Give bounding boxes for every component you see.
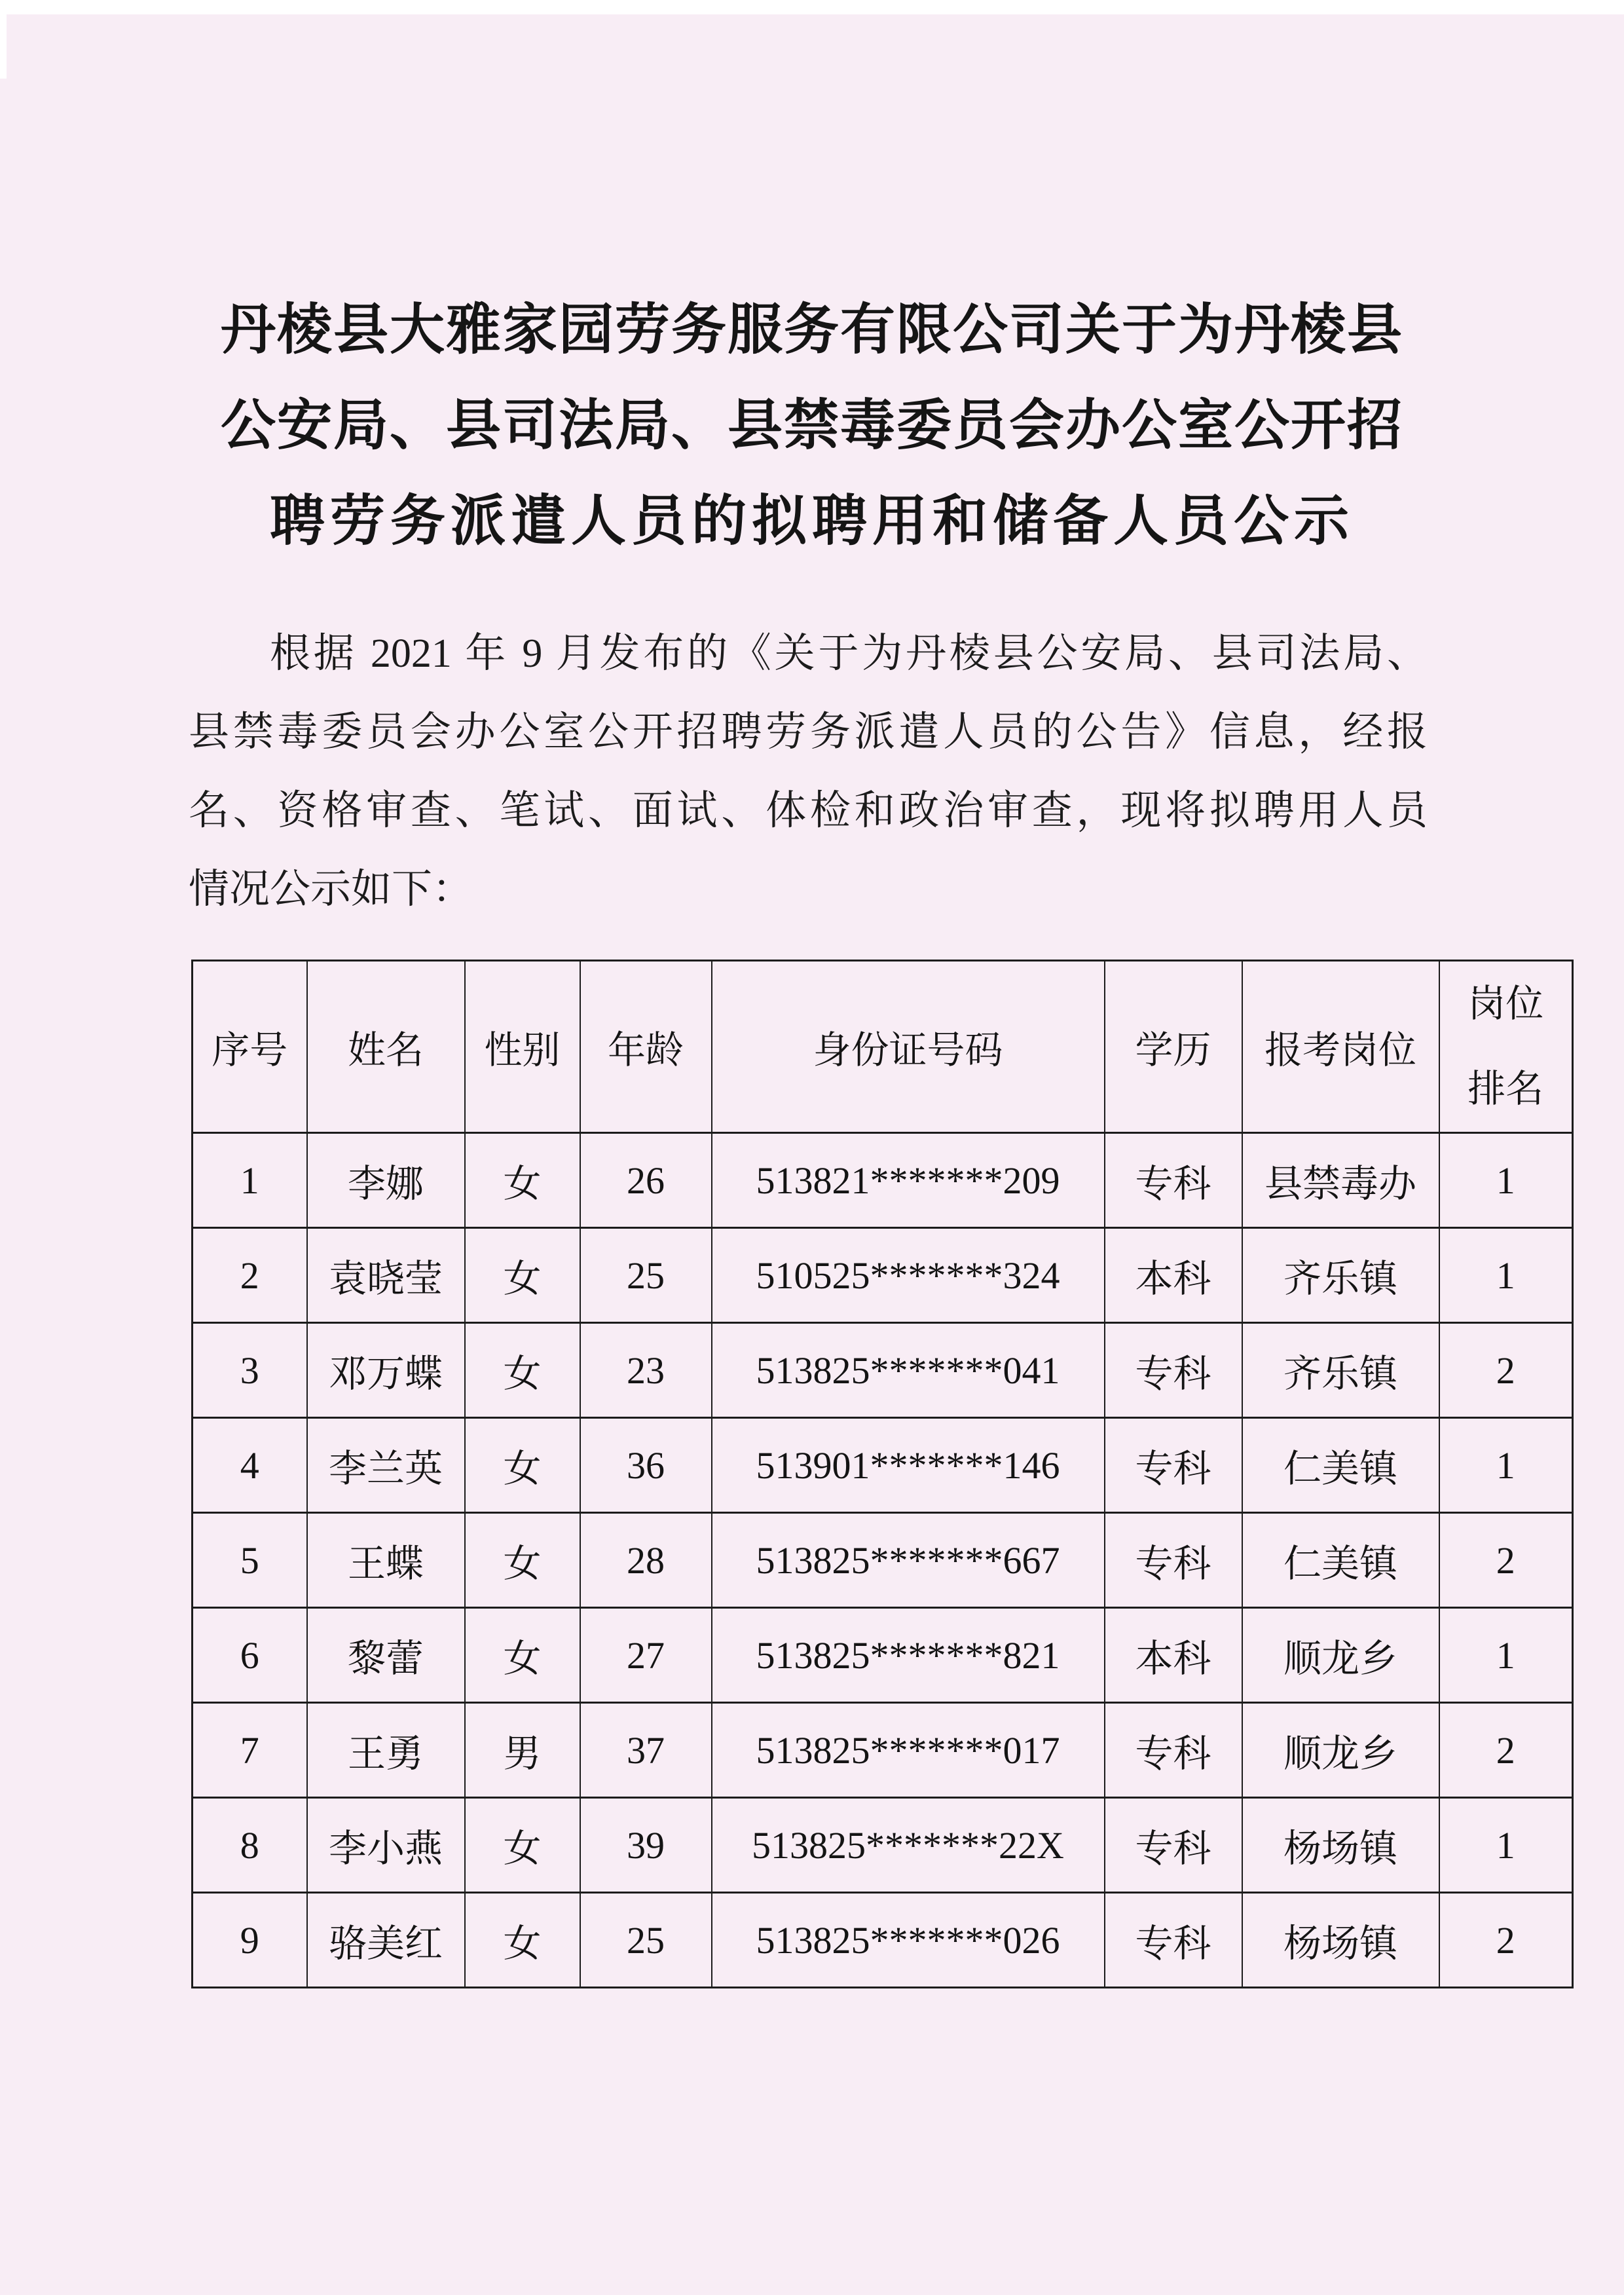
cell-rank: 2 xyxy=(1439,1323,1573,1418)
document-title-line-2: 公安局、县司法局、县禁毒委员会办公室公开招 xyxy=(220,394,1403,456)
cell-name: 王勇 xyxy=(307,1703,465,1798)
cell-age: 28 xyxy=(580,1513,712,1608)
cell-position: 县禁毒办 xyxy=(1242,1133,1439,1228)
table-row xyxy=(193,1893,1573,1988)
applicants-table xyxy=(191,960,1574,1988)
document-title-line-1: 丹棱县大雅家园劳务服务有限公司关于为丹棱县 xyxy=(220,299,1403,360)
applicants-table-wrapper xyxy=(191,960,1574,1988)
header-rank xyxy=(1439,961,1573,1133)
cell-education: 专科 xyxy=(1105,1893,1242,1988)
cell-education: 专科 xyxy=(1105,1703,1242,1798)
cell-serial-number: 7 xyxy=(193,1703,307,1798)
cell-position: 顺龙乡 xyxy=(1242,1703,1439,1798)
cell-serial-number: 6 xyxy=(193,1608,307,1703)
header-age: 年龄 xyxy=(580,961,712,1133)
cell-rank: 2 xyxy=(1439,1513,1573,1608)
table-row xyxy=(193,1323,1573,1418)
header-serial-number: 序号 xyxy=(193,961,307,1133)
cell-education: 专科 xyxy=(1105,1513,1242,1608)
header-id-number: 身份证号码 xyxy=(712,961,1105,1133)
cell-education: 专科 xyxy=(1105,1323,1242,1418)
table-row xyxy=(193,1608,1573,1703)
cell-serial-number: 5 xyxy=(193,1513,307,1608)
cell-position: 杨场镇 xyxy=(1242,1798,1439,1893)
cell-gender: 女 xyxy=(465,1893,580,1988)
cell-education: 专科 xyxy=(1105,1133,1242,1228)
cell-serial-number: 2 xyxy=(193,1228,307,1323)
cell-id-number: 513825*******026 xyxy=(712,1893,1105,1988)
cell-position: 顺龙乡 xyxy=(1242,1608,1439,1703)
cell-serial-number: 4 xyxy=(193,1418,307,1513)
cell-age: 26 xyxy=(580,1133,712,1228)
cell-serial-number: 9 xyxy=(193,1893,307,1988)
cell-position: 齐乐镇 xyxy=(1242,1228,1439,1323)
header-name: 姓名 xyxy=(307,961,465,1133)
cell-rank: 2 xyxy=(1439,1703,1573,1798)
cell-gender: 女 xyxy=(465,1798,580,1893)
scan-edge-left xyxy=(0,0,7,79)
cell-education: 本科 xyxy=(1105,1228,1242,1323)
table-body xyxy=(193,1133,1573,1988)
cell-position: 齐乐镇 xyxy=(1242,1323,1439,1418)
cell-gender: 女 xyxy=(465,1513,580,1608)
document-title xyxy=(92,282,1532,569)
scan-edge-top xyxy=(0,0,1624,14)
cell-position: 仁美镇 xyxy=(1242,1418,1439,1513)
cell-gender: 男 xyxy=(465,1703,580,1798)
intro-line-2: 县禁毒委员会办公室公开招聘劳务派遣人员的公告》信息，经报 xyxy=(189,710,1428,755)
cell-id-number: 513821*******209 xyxy=(712,1133,1105,1228)
cell-rank: 1 xyxy=(1439,1798,1573,1893)
cell-gender: 女 xyxy=(465,1323,580,1418)
cell-age: 37 xyxy=(580,1703,712,1798)
cell-gender: 女 xyxy=(465,1228,580,1323)
intro-line-3: 名、资格审查、笔试、面试、体检和政治审查，现将拟聘用人员 xyxy=(189,789,1428,833)
cell-rank: 2 xyxy=(1439,1893,1573,1988)
header-education: 学历 xyxy=(1105,961,1242,1133)
cell-education: 专科 xyxy=(1105,1798,1242,1893)
cell-age: 23 xyxy=(580,1323,712,1418)
cell-rank: 1 xyxy=(1439,1228,1573,1323)
cell-name: 袁晓莹 xyxy=(307,1228,465,1323)
cell-serial-number: 1 xyxy=(193,1133,307,1228)
document-title-line-3: 聘劳务派遣人员的拟聘用和储备人员公示 xyxy=(269,490,1354,551)
cell-id-number: 513825*******017 xyxy=(712,1703,1105,1798)
table-row xyxy=(193,1703,1573,1798)
table-row xyxy=(193,1798,1573,1893)
cell-name: 李兰英 xyxy=(307,1418,465,1513)
cell-age: 25 xyxy=(580,1893,712,1988)
header-rank-line-2: 排名 xyxy=(1467,1068,1544,1110)
cell-gender: 女 xyxy=(465,1418,580,1513)
header-gender: 性别 xyxy=(465,961,580,1133)
cell-gender: 女 xyxy=(465,1608,580,1703)
cell-position: 仁美镇 xyxy=(1242,1513,1439,1608)
table-row xyxy=(193,1513,1573,1608)
cell-id-number: 513825*******667 xyxy=(712,1513,1105,1608)
cell-name: 王蝶 xyxy=(307,1513,465,1608)
cell-id-number: 513825*******041 xyxy=(712,1323,1105,1418)
cell-name: 骆美红 xyxy=(307,1893,465,1988)
intro-line-4: 情况公示如下： xyxy=(189,867,473,912)
table-header xyxy=(193,961,1573,1133)
cell-age: 39 xyxy=(580,1798,712,1893)
cell-position: 杨场镇 xyxy=(1242,1893,1439,1988)
cell-serial-number: 8 xyxy=(193,1798,307,1893)
intro-paragraph xyxy=(189,614,1428,929)
cell-name: 黎蕾 xyxy=(307,1608,465,1703)
cell-name: 邓万蝶 xyxy=(307,1323,465,1418)
cell-age: 25 xyxy=(580,1228,712,1323)
cell-age: 36 xyxy=(580,1418,712,1513)
cell-name: 李娜 xyxy=(307,1133,465,1228)
cell-serial-number: 3 xyxy=(193,1323,307,1418)
header-position: 报考岗位 xyxy=(1242,961,1439,1133)
table-row xyxy=(193,1133,1573,1228)
cell-id-number: 513825*******821 xyxy=(712,1608,1105,1703)
cell-age: 27 xyxy=(580,1608,712,1703)
header-rank-line-1: 岗位 xyxy=(1467,982,1544,1025)
intro-line-1: 根据 2021 年 9 月发布的《关于为丹棱县公安局、县司法局、 xyxy=(270,631,1428,676)
cell-id-number: 510525*******324 xyxy=(712,1228,1105,1323)
cell-gender: 女 xyxy=(465,1133,580,1228)
cell-rank: 1 xyxy=(1439,1608,1573,1703)
cell-id-number: 513825*******22X xyxy=(712,1798,1105,1893)
table-row xyxy=(193,1418,1573,1513)
cell-education: 本科 xyxy=(1105,1608,1242,1703)
cell-rank: 1 xyxy=(1439,1418,1573,1513)
cell-name: 李小燕 xyxy=(307,1798,465,1893)
table-row xyxy=(193,1228,1573,1323)
cell-id-number: 513901*******146 xyxy=(712,1418,1105,1513)
cell-education: 专科 xyxy=(1105,1418,1242,1513)
table-header-row xyxy=(193,961,1573,1133)
cell-rank: 1 xyxy=(1439,1133,1573,1228)
